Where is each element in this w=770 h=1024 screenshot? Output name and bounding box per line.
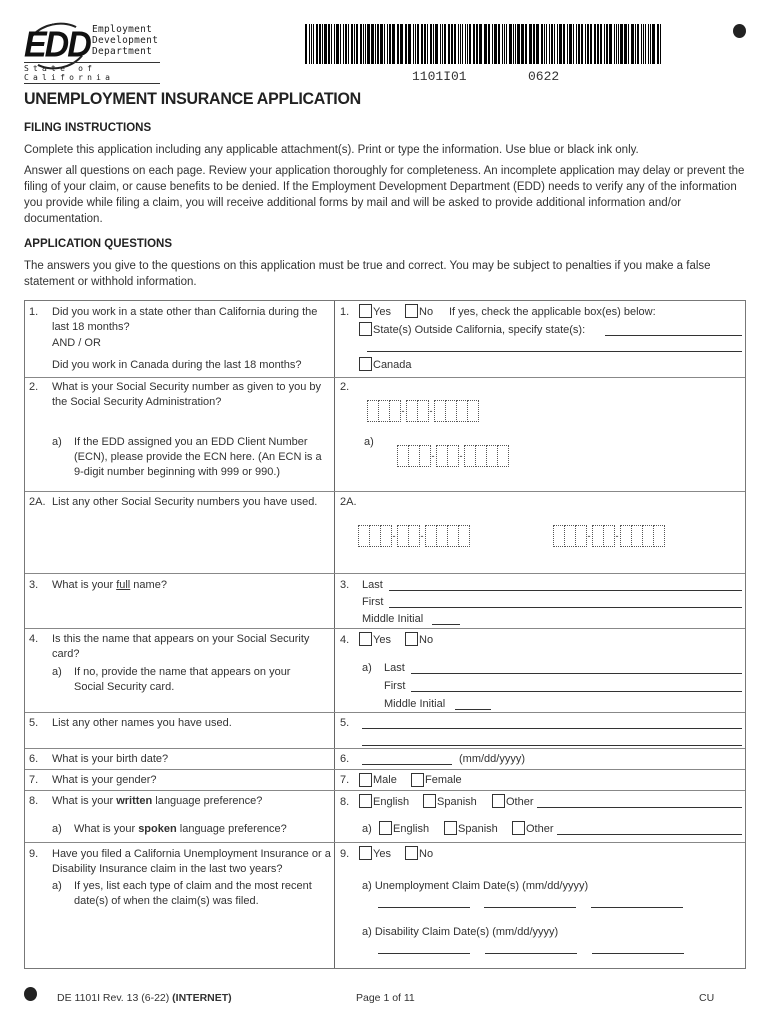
barcode-bar — [465, 24, 466, 64]
footer-code: CU — [699, 992, 715, 1004]
spoken-other-checkbox[interactable] — [512, 821, 525, 835]
barcode-bar — [600, 24, 602, 64]
barcode-bar — [641, 24, 642, 64]
barcode-bar — [492, 24, 494, 64]
barcode-bar — [336, 24, 339, 64]
barcode-bar — [360, 24, 362, 64]
question-8 — [25, 790, 745, 842]
barcode-bar — [614, 24, 615, 64]
a-num: 7. — [340, 774, 350, 786]
q-andor: AND / OR — [52, 337, 101, 349]
barcode-bar — [384, 24, 385, 64]
filing-heading: FILING INSTRUCTIONS — [24, 122, 152, 134]
ecn-input[interactable] — [397, 445, 508, 467]
q1-states-checkbox[interactable] — [359, 322, 372, 336]
q1-canada-checkbox[interactable] — [359, 357, 372, 371]
barcode-bar — [377, 24, 379, 64]
q-num: 9. — [29, 848, 39, 860]
q-num: 5. — [29, 717, 39, 729]
q-num: 4. — [29, 633, 39, 645]
spoken-spanish-checkbox[interactable] — [444, 821, 457, 835]
barcode-bar — [513, 24, 514, 64]
q1-hint: If yes, check the applicable box(es) below: — [449, 306, 656, 318]
barcode-bar — [405, 24, 407, 64]
barcode-bar — [485, 24, 487, 64]
edd-logo: EDD — [24, 25, 90, 65]
filing-p2: Answer all questions on each page. Review your application thoroughly for completeness. An incomplete application may delay or prevent the filing of your claim, or cause benefits to be denied. If the Employment Development Department (EDD) needs to verify any of the information you provide while filing a claim, you will receive additional forms by mail and will be asked to provide additional information and/or documentation. — [24, 165, 745, 225]
no-label: No — [419, 634, 434, 646]
mi-label: Middle Initial — [384, 698, 446, 710]
written-english-checkbox[interactable] — [359, 794, 372, 808]
barcode-bar — [506, 24, 507, 64]
barcode-bar — [387, 24, 389, 64]
first-name-input[interactable] — [389, 607, 742, 608]
barcode-bar — [590, 24, 592, 64]
barcode-bar — [631, 24, 634, 64]
barcode-bar — [504, 24, 505, 64]
written-other-checkbox[interactable] — [492, 794, 505, 808]
barcode-bar — [415, 24, 416, 64]
barcode — [305, 24, 662, 64]
di-claim-label: a) Disability Claim Date(s) (mm/dd/yyyy) — [362, 926, 559, 938]
q-num: 2A. — [29, 496, 46, 508]
q-sub-text: If no, provide the name that appears on your Social Security card. — [74, 666, 291, 693]
spoken-other-input[interactable] — [557, 834, 742, 835]
page-number: Page 1 of 11 — [356, 992, 415, 1004]
barcode-bar — [348, 24, 349, 64]
barcode-bar — [604, 24, 605, 64]
barcode-bar — [517, 24, 520, 64]
barcode-bar — [645, 24, 646, 64]
barcode-bar — [467, 24, 468, 64]
yes-label: Yes — [373, 634, 391, 646]
barcode-bar — [400, 24, 403, 64]
barcode-bar — [635, 24, 636, 64]
barcode-bar — [576, 24, 578, 64]
barcode-bar — [451, 24, 454, 64]
logo-line: Employment — [92, 24, 153, 35]
barcode-bar — [427, 24, 428, 64]
barcode-bar — [628, 24, 630, 64]
barcode-bar — [551, 24, 553, 64]
barcode-bar — [657, 24, 660, 64]
no-label: No — [419, 848, 434, 860]
barcode-bar — [569, 24, 572, 64]
barcode-bar — [479, 24, 482, 64]
barcode-bar — [365, 24, 366, 64]
yes-label: Yes — [373, 306, 391, 318]
male-label: Male — [373, 774, 397, 786]
application-table — [24, 300, 746, 969]
barcode-bar — [597, 24, 599, 64]
barcode-bar — [316, 24, 318, 64]
barcode-bar — [473, 24, 476, 64]
barcode-bar — [648, 24, 649, 64]
last-name-input[interactable] — [389, 590, 742, 591]
barcode-bar — [460, 24, 461, 64]
female-label: Female — [425, 774, 462, 786]
barcode-bar — [533, 24, 536, 64]
question-2a — [25, 491, 745, 573]
barcode-bar — [462, 24, 464, 64]
ssn-dash: - — [401, 406, 405, 416]
logo-state: State of California — [24, 62, 160, 84]
q4-yes-checkbox[interactable] — [359, 632, 372, 646]
barcode-bar — [328, 24, 330, 64]
logo-line: Department — [92, 46, 153, 57]
ssn-dash: - — [429, 406, 433, 416]
ssn-dash: - — [615, 531, 619, 541]
states-label: State(s) Outside California, specify state(s): — [373, 324, 586, 336]
q9-no-checkbox[interactable] — [405, 846, 418, 860]
q-text: What is your written language preference? — [52, 795, 263, 807]
barcode-bar — [397, 24, 398, 64]
form-number: DE 1101I Rev. 13 (6-22) (INTERNET) — [57, 992, 232, 1004]
barcode-bar — [606, 24, 609, 64]
ui-date-1[interactable] — [378, 907, 470, 908]
a-sub: a) — [362, 823, 372, 835]
q-sub-text: What is your spoken language preference? — [74, 823, 287, 835]
question-2 — [25, 377, 745, 491]
a-num: 3. — [340, 579, 350, 591]
barcode-bar — [313, 24, 314, 64]
logo-line: Development — [92, 35, 159, 46]
barcode-bar — [340, 24, 342, 64]
barcode-bar — [469, 24, 471, 64]
q-text: List any other Social Security numbers you have used. — [52, 496, 318, 508]
barcode-bar — [637, 24, 640, 64]
barcode-bar — [413, 24, 414, 64]
barcode-bar — [521, 24, 524, 64]
di-date-1[interactable] — [378, 953, 470, 954]
barcode-bar — [424, 24, 426, 64]
written-spanish-checkbox[interactable] — [423, 794, 436, 808]
question-3 — [25, 573, 745, 628]
q1-yes-checkbox[interactable] — [359, 304, 372, 318]
barcode-bar — [435, 24, 438, 64]
other-label: Other — [506, 796, 534, 808]
question-7 — [25, 769, 745, 790]
a-num: 5. — [340, 717, 350, 729]
barcode-bar — [444, 24, 446, 64]
barcode-bar — [440, 24, 442, 64]
q-text: What is your full name? — [52, 579, 167, 591]
ui-claim-label: a) Unemployment Claim Date(s) (mm/dd/yyyy) — [362, 880, 589, 892]
barcode-bar — [356, 24, 358, 64]
first-label: First — [384, 680, 406, 692]
last-label: Last — [384, 662, 405, 674]
barcode-bar — [652, 24, 655, 64]
page-title: UNEMPLOYMENT INSURANCE APPLICATION — [24, 90, 361, 108]
ui-date-2[interactable] — [484, 907, 576, 908]
filing-p1: Complete this application including any applicable attachment(s). Print or type the information. Use blue or black ink only. — [24, 144, 639, 156]
barcode-bar — [660, 24, 661, 64]
q-text: What is your Social Security number as given to you by the Social Security Administration? — [52, 381, 322, 408]
written-other-input[interactable] — [537, 807, 742, 808]
di-date-3[interactable] — [592, 953, 684, 954]
barcode-bar — [559, 24, 562, 64]
spoken-english-checkbox[interactable] — [379, 821, 392, 835]
a-sub: a) — [364, 436, 374, 448]
barcode-bar — [334, 24, 335, 64]
digit-box[interactable] — [458, 525, 470, 547]
q-sub: a) — [52, 880, 62, 892]
ssn-dash: - — [459, 451, 463, 461]
barcode-bar — [650, 24, 652, 64]
barcode-bar — [309, 24, 311, 64]
barcode-bar — [367, 24, 370, 64]
barcode-bar — [331, 24, 333, 64]
q-text: What is your gender? — [52, 774, 157, 786]
barcode-bar — [324, 24, 327, 64]
birth-date-input[interactable] — [362, 764, 452, 765]
q-sub-text: If yes, list each type of claim and the most recent date(s) of when the claim(s) was filed. — [74, 880, 312, 907]
no-label: No — [419, 306, 434, 318]
female-checkbox[interactable] — [411, 773, 424, 787]
ss-last-name-input[interactable] — [411, 673, 742, 674]
barcode-bar — [354, 24, 355, 64]
a-sub: a) — [362, 662, 372, 674]
other-label: Other — [526, 823, 554, 835]
a-num: 2. — [340, 381, 350, 393]
digit-box[interactable] — [653, 525, 665, 547]
spanish-label: Spanish — [437, 796, 477, 808]
other-ssn-input-1[interactable] — [358, 525, 469, 547]
states-input-2[interactable] — [367, 351, 742, 352]
barcode-bar — [618, 24, 619, 64]
ssn-dash: - — [392, 531, 396, 541]
barcode-bar — [375, 24, 376, 64]
mi-input[interactable] — [432, 624, 460, 625]
questions-heading: APPLICATION QUESTIONS — [24, 238, 173, 250]
barcode-bar — [488, 24, 490, 64]
barcode-bar — [546, 24, 547, 64]
barcode-bar — [442, 24, 443, 64]
barcode-bar — [529, 24, 532, 64]
question-1 — [25, 301, 745, 377]
barcode-bar — [476, 24, 478, 64]
last-label: Last — [362, 579, 383, 591]
barcode-bar — [433, 24, 434, 64]
ss-first-name-input[interactable] — [411, 691, 742, 692]
barcode-bar — [322, 24, 323, 64]
q-num: 1. — [29, 306, 39, 318]
barcode-bar — [345, 24, 347, 64]
registration-dot — [733, 24, 746, 38]
ui-date-3[interactable] — [591, 907, 683, 908]
barcode-bar — [581, 24, 583, 64]
barcode-bar — [484, 24, 485, 64]
barcode-bar — [408, 24, 409, 64]
english-label: English — [373, 796, 410, 808]
barcode-bar — [587, 24, 590, 64]
barcode-bar — [502, 24, 504, 64]
barcode-bar — [544, 24, 546, 64]
question-5 — [25, 712, 745, 748]
date-format: (mm/dd/yyyy) — [459, 753, 525, 765]
ssn-dash: - — [420, 531, 424, 541]
questions-intro: The answers you give to the questions on this application must be true and correct. You may be subject to penalties if you make a false statement or withhold information. — [24, 260, 711, 288]
barcode-bar — [430, 24, 433, 64]
digit-box[interactable] — [467, 400, 479, 422]
ss-mi-input[interactable] — [455, 709, 491, 710]
barcode-bar — [421, 24, 423, 64]
a-num: 6. — [340, 753, 350, 765]
q-text: Have you filed a California Unemployment Insurance or a Disability Insurance claim in the last two years? — [52, 848, 331, 875]
q-text: What is your birth date? — [52, 753, 169, 765]
barcode-bar — [585, 24, 586, 64]
ssn-dash: - — [587, 531, 591, 541]
q9-yes-checkbox[interactable] — [359, 846, 372, 860]
form-code-right: 0622 — [528, 69, 560, 84]
question-9 — [25, 842, 745, 968]
question-6 — [25, 748, 745, 769]
barcode-bar — [311, 24, 312, 64]
q-sub: a) — [52, 823, 62, 835]
barcode-bar — [454, 24, 456, 64]
barcode-bar — [392, 24, 395, 64]
barcode-bar — [319, 24, 321, 64]
ssn-dash: - — [431, 451, 435, 461]
barcode-bar — [458, 24, 459, 64]
states-input[interactable] — [605, 335, 742, 336]
q-num: 7. — [29, 774, 39, 786]
barcode-bar — [554, 24, 555, 64]
barcode-bar — [536, 24, 539, 64]
barcode-bar — [567, 24, 568, 64]
barcode-bar — [398, 24, 399, 64]
barcode-bar — [409, 24, 411, 64]
canada-label: Canada — [373, 359, 412, 371]
barcode-bar — [515, 24, 516, 64]
barcode-bar — [620, 24, 623, 64]
barcode-bar — [549, 24, 550, 64]
barcode-bar — [643, 24, 644, 64]
q-sub: a) — [52, 666, 62, 678]
q-sub-text: If the EDD assigned you an EDD Client Number (ECN), please provide the ECN here. (An ECN is a 9-digit number beginning with 999 or 990.) — [74, 436, 322, 478]
barcode-bar — [624, 24, 627, 64]
first-label: First — [362, 596, 384, 608]
barcode-bar — [343, 24, 344, 64]
barcode-bar — [389, 24, 391, 64]
barcode-bar — [594, 24, 597, 64]
ssn-input[interactable] — [367, 400, 478, 422]
barcode-bar — [578, 24, 580, 64]
other-ssn-input-2[interactable] — [553, 525, 664, 547]
yes-label: Yes — [373, 848, 391, 860]
form-code-left: 1101I01 — [412, 69, 467, 84]
other-names-input-2[interactable] — [362, 745, 742, 746]
q-num: 6. — [29, 753, 39, 765]
a-num: 1. — [340, 306, 350, 318]
english-label: English — [393, 823, 430, 835]
barcode-bar — [351, 24, 354, 64]
edd-logo-text — [92, 24, 158, 57]
di-date-2[interactable] — [485, 953, 577, 954]
q-num: 3. — [29, 579, 39, 591]
male-checkbox[interactable] — [359, 773, 372, 787]
other-names-input-1[interactable] — [362, 728, 742, 729]
mi-label: Middle Initial — [362, 613, 424, 625]
barcode-bar — [609, 24, 612, 64]
barcode-bar — [509, 24, 512, 64]
q-text: Did you work in a state other than California during the last 18 months? — [52, 306, 318, 333]
barcode-bar — [557, 24, 559, 64]
a-num: 2A. — [340, 496, 357, 508]
barcode-bar — [417, 24, 420, 64]
barcode-bar — [573, 24, 574, 64]
spanish-label: Spanish — [458, 823, 498, 835]
q-num: 2. — [29, 381, 39, 393]
barcode-bar — [563, 24, 566, 64]
barcode-bar — [363, 24, 364, 64]
barcode-bar — [525, 24, 528, 64]
q4-no-checkbox[interactable] — [405, 632, 418, 646]
q-num: 8. — [29, 795, 39, 807]
q1-no-checkbox[interactable] — [405, 304, 418, 318]
a-num: 8. — [340, 796, 350, 808]
a-num: 4. — [340, 634, 350, 646]
registration-dot — [24, 987, 37, 1001]
barcode-bar — [305, 24, 307, 64]
q-sub: a) — [52, 436, 62, 448]
barcode-bar — [541, 24, 543, 64]
digit-box[interactable] — [497, 445, 509, 467]
barcode-bar — [616, 24, 617, 64]
question-4 — [25, 628, 745, 712]
barcode-bar — [498, 24, 500, 64]
barcode-bar — [448, 24, 450, 64]
barcode-bar — [380, 24, 383, 64]
q-text-canada: Did you work in Canada during the last 18 months? — [52, 359, 302, 371]
barcode-bar — [494, 24, 497, 64]
q-text: List any other names you have used. — [52, 717, 232, 729]
barcode-bar — [371, 24, 374, 64]
q-text: Is this the name that appears on your Social Security card? — [52, 633, 310, 660]
a-num: 9. — [340, 848, 350, 860]
